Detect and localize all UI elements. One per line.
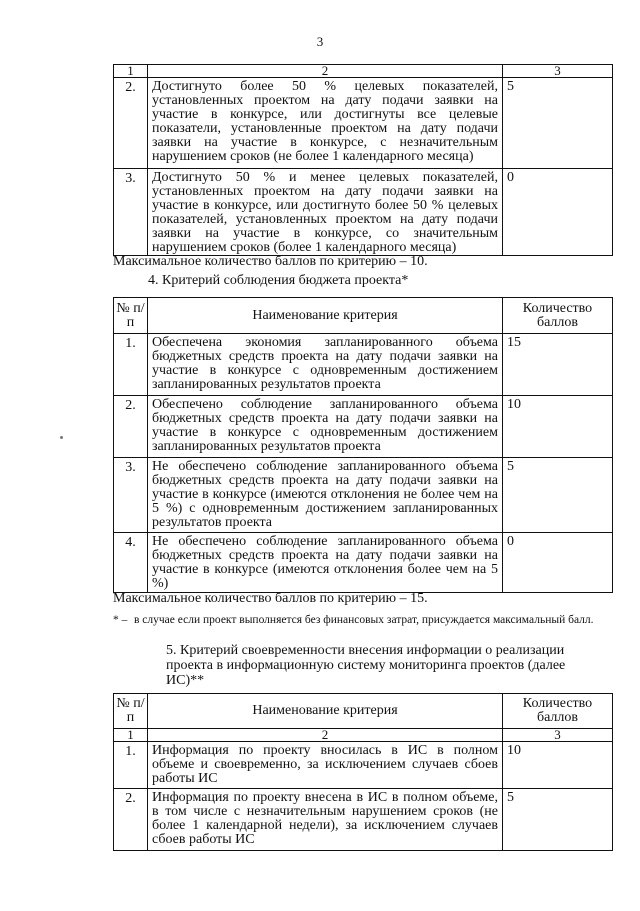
score-value: 0 [503, 169, 613, 256]
table-row [114, 334, 613, 396]
row-number: 4. [114, 533, 148, 593]
row-number: 1. [114, 742, 148, 789]
monitoring-criteria-table [113, 693, 613, 851]
criterion-text: Достигнуто 50 % и менее целевых показателей, установленных проектом на дату подачи заявки на участие в конкурсе, или достигнуто более 50 % целевых показателей, установленных проектом на дату подачи заявки на участие в конкурсе, со значительным нарушением сроков (более 1 календарного месяца) [148, 169, 503, 256]
column-header-score: Количество баллов [503, 298, 613, 334]
criterion-text: Не обеспечено соблюдение запланированного объема бюджетных средств проекта на дату подачи заявки на участие в конкурсе (имеются отклонения более чем на 5 %) [148, 533, 503, 593]
column-header-number: № п/п [114, 694, 148, 729]
table-row [114, 169, 613, 256]
score-value: 5 [503, 78, 613, 169]
score-value: 5 [503, 789, 613, 851]
row-number: 2. [114, 396, 148, 458]
table-row [114, 78, 613, 169]
column-header-name: Наименование критерия [148, 298, 503, 334]
index-cell: 2 [148, 729, 503, 742]
table-index-row [114, 65, 613, 78]
page-number: 3 [316, 34, 324, 49]
score-value: 0 [503, 533, 613, 593]
row-number: 3. [114, 169, 148, 256]
table-row [114, 458, 613, 533]
index-cell: 3 [503, 65, 613, 78]
footnote-mark: * – [113, 614, 128, 626]
column-header-number: № п/п [114, 298, 148, 334]
criterion-text: Не обеспечено соблюдение запланированного объема бюджетных средств проекта на дату подачи заявки на участие в конкурсе (имеются отклонения не более чем на 5 %) с одновременным достижением запланированных результатов проекта [148, 458, 503, 533]
index-cell: 1 [114, 729, 148, 742]
column-header-name: Наименование критерия [148, 694, 503, 729]
scan-speck [60, 436, 63, 439]
table-header-row [114, 298, 613, 334]
index-cell: 2 [148, 65, 503, 78]
row-number: 2. [114, 78, 148, 169]
row-number: 1. [114, 334, 148, 396]
criterion-text: Информация по проекту вносилась в ИС в полном объеме и своевременно, за исключением случаев сбоев работы ИС [148, 742, 503, 789]
score-value: 10 [503, 742, 613, 789]
score-value: 5 [503, 458, 613, 533]
table-row [114, 742, 613, 789]
criterion-text: Обеспечена экономия запланированного объема бюджетных средств проекта на дату подачи заявки на участие в конкурсе с одновременным достижением запланированных результатов проекта [148, 334, 503, 396]
criterion-text: Информация по проекту внесена в ИС в полном объеме, в том числе с незначительным нарушением сроков (не более 1 календарной недели), за исключением случаев сбоев работы ИС [148, 789, 503, 851]
table-index-row [114, 729, 613, 742]
index-cell: 3 [503, 729, 613, 742]
row-number: 3. [114, 458, 148, 533]
table-header-row [114, 694, 613, 729]
section-title: 4. Критерий соблюдения бюджета проекта* [148, 273, 409, 288]
table-row [114, 533, 613, 593]
column-header-score: Количество баллов [503, 694, 613, 729]
table-row [114, 396, 613, 458]
table-row [114, 789, 613, 851]
max-score-note: Максимальное количество баллов по критерию – 15. [113, 591, 428, 606]
criterion-text: Обеспечено соблюдение запланированного объема бюджетных средств проекта на дату подачи заявки на участие в конкурсе с одновременным достижением запланированных результатов проекта [148, 396, 503, 458]
criterion-text: Достигнуто более 50 % целевых показателей, установленных проектом на дату подачи заявки на участие в конкурсе, или достигнуты все целевые показатели, установленные проектом на дату подачи заявки на участие в конкурсе, с незначительным нарушением сроков (не более 1 календарного месяца) [148, 78, 503, 169]
footnote-text: в случае если проект выполняется без финансовых затрат, присуждается максимальный балл. [134, 614, 594, 626]
score-value: 10 [503, 396, 613, 458]
budget-criteria-table [113, 297, 613, 593]
index-cell: 1 [114, 65, 148, 78]
criteria-table-3-continued [113, 64, 613, 256]
score-value: 15 [503, 334, 613, 396]
section-title: 5. Критерий своевременности внесения информации о реализации проекта в информационную систему мониторинга проектов (далее ИС)** [166, 643, 566, 688]
row-number: 2. [114, 789, 148, 851]
max-score-note: Максимальное количество баллов по критерию – 10. [113, 254, 428, 269]
